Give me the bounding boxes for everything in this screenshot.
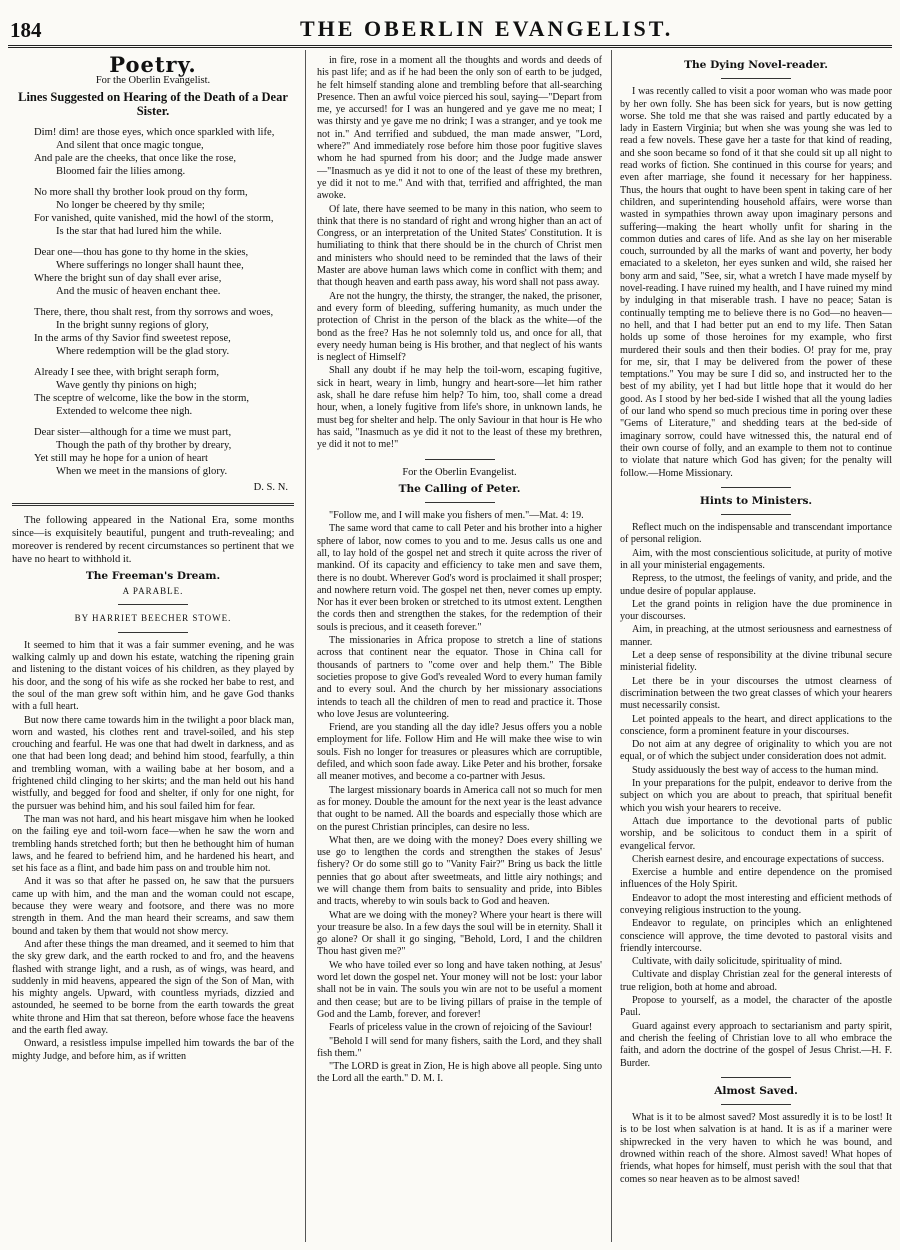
poem-line: Dear one—thou has gone to thy home in the skies, xyxy=(34,246,249,258)
article-title-freemans-dream: The Freeman's Dream. xyxy=(85,569,221,582)
paragraph: Propose to yourself, as a model, the character of the apostle Paul. xyxy=(620,995,892,1019)
paragraph: Do not aim at any degree of originality to which you are not equal, or of which the subject under consideration does not admit. xyxy=(620,739,892,763)
paragraph: Repress, to the utmost, the feelings of vanity, and pride, and the undue desire of popular applause. xyxy=(620,573,892,597)
article-title-almost-saved: Almost Saved. xyxy=(714,1084,798,1097)
short-rule xyxy=(118,632,188,633)
poem-signature: D. S. N. xyxy=(253,481,288,493)
paragraph: What are we doing with the money? Where your heart is there will your treasure be also. In a few days the soul will be in eternity. Shall it go alone? Or shall it go singing, "Behold, Lord, I and the children Thou hast given me?" xyxy=(317,909,602,958)
article-subtitle: A PARABLE. xyxy=(122,586,184,597)
paragraph: Let the grand points in religion have the due prominence in your discourses. xyxy=(620,598,892,623)
poem-line: Is the star that had lured him the while. xyxy=(56,225,222,237)
article-source: For the Oberlin Evangelist. xyxy=(402,466,517,478)
paragraph: Of late, there have seemed to be many in this nation, who seem to think that there is no standard of right and wrong higher than an act of Congress, or an interpretation of the United States' Constitution. It is humiliating to think that there should be in the church of Christ men and ministers who should need to be reminded that the laws of their Master are above human laws which come in conflict with them; and that though heaven and earth pass away, his word shall not pass away. xyxy=(317,203,602,289)
paragraph: Reflect much on the indispensable and transcendant importance of personal religion. xyxy=(620,522,892,546)
paragraph: The missionaries in Africa propose to stretch a line of stations across that continent near the equator. Those in China call for thousands of partners to "come over and help them." The Bible societies propose to give God's revealed Word to every human family and to every soul. And the church by her missionary associations intends to teach all the children of men to read and practice it. Those who love Jesus are volunteering. xyxy=(317,635,602,720)
article-body-hints-to-ministers xyxy=(620,522,892,1070)
poem-stanza xyxy=(34,126,294,178)
article-title-hints-to-ministers: Hints to Ministers. xyxy=(699,494,813,507)
paragraph: The same word that came to call Peter and his brother into a higher sphere of labor, now comes to you and to me. Jesus calls us one and all, to lay hold of the gospel net and strech it quite across the river of mankind. Of its capacity and efficiency to take men and save them, there is no doubt. Wherever God's word is proclaimed it shall prosper; and nowhere return void. The gospel net then, never comes up empty. Nor has it ever been broken or stretched to its utmost extent. Lengthen the cords then and strengthen the stakes, for the redemption of their souls is precious, and it ceaseth forever." xyxy=(317,523,602,633)
poem-body xyxy=(12,126,294,478)
paragraph: Endeavor to adopt the most interesting and efficient methods of conveying religious instruction to the young. xyxy=(620,892,892,916)
article-body-almost-saved xyxy=(620,1112,892,1186)
column-divider-2 xyxy=(611,50,612,1242)
poem-line: Already I see thee, with bright seraph form, xyxy=(34,366,220,378)
poem-stanza xyxy=(34,246,294,298)
poem-stanza xyxy=(34,306,294,358)
paragraph: "The LORD is great in Zion, He is high above all people. Sing unto the Lord all the earth." D. M. I. xyxy=(317,1061,602,1085)
paragraph: Let pointed appeals to the heart, and direct applications to the conscience, form a prominent feature in your discourses. xyxy=(620,713,892,737)
section-rule xyxy=(12,503,294,506)
column-2 xyxy=(317,55,602,1244)
short-rule xyxy=(721,78,791,79)
poem-line: When we meet in the mansions of glory. xyxy=(56,465,228,477)
poem-line: Where sufferings no longer shall haunt thee, xyxy=(56,259,244,271)
column-divider-1 xyxy=(305,50,306,1242)
poem-line: Yet still may he hope for a union of heart xyxy=(34,452,208,464)
poem-line: The sceptre of welcome, like the bow in the storm, xyxy=(34,392,250,404)
paragraph: The largest missionary boards in America call not so much for men as for money. Double the amount for the next year is the least advance that ought to be named. All the boards and especially those which are on the purest Christian principles, can desire no less. xyxy=(317,784,602,833)
article-title-dying-novel-reader: The Dying Novel-reader. xyxy=(684,59,828,71)
paragraph: Friend, are you standing all the day idle? Jesus offers you a noble employment for life. Follow Him and He will make thee wise to win souls. Fish no longer for treasures or pleasures which are corruptible, defiled, and which soon fade away. Like Peter and his brother, forsake all meaner motives, and become a co-partner with Jesus. xyxy=(317,722,602,783)
paragraph: Onward, a resistless impulse impelled him towards the bar of the mighty Judge, and before him, as if written xyxy=(12,1038,294,1062)
poem-line: Where the bright sun of day shall ever arise, xyxy=(34,272,222,284)
poem-line: Where redemption will be the glad story. xyxy=(56,345,230,357)
paragraph: Guard against every approach to sectarianism and party spirit, and cherish the feeling of Christian love to all who embrace the faith, and adorn the doctrine of the gospel of Jesus Christ.—H. F. Burder. xyxy=(620,1020,892,1069)
short-rule xyxy=(721,1104,791,1105)
paragraph: What then, are we doing with the money? Does every shilling we use go to lengthen the cords and strengthen the stakes of Jesus' fishery? Or do some still go to "Vanity Fair?" Bring us back the little pennies that go about after sweetmeats, and little airy nothings; and we will change them from baits to sensuality and pride, into Bibles and tracts, whereby to win souls back to God and heaven. xyxy=(317,834,602,908)
poem-line: Dim! dim! are those eyes, which once sparkled with life, xyxy=(34,126,275,138)
editor-intro: The following appeared in the National Era, some months since—is exquisitely beautiful, pungent and truth-revealing; and moreover is rendered by recent circumstances so pertinent that we have no heart to withhold it. xyxy=(12,514,294,565)
paragraph: Cherish earnest desire, and encourage expectations of success. xyxy=(632,853,884,865)
short-rule xyxy=(425,459,495,460)
poem-line: And pale are the cheeks, that once like the rose, xyxy=(34,152,237,164)
paragraph: Cultivate and display Christian zeal for the general interests of true religion, both at home and abroad. xyxy=(620,969,892,993)
article-byline: BY HARRIET BEECHER STOWE. xyxy=(74,613,232,624)
poem-line: Though the path of thy brother by dreary, xyxy=(56,439,232,451)
paragraph: Cultivate, with daily solicitude, spirituality of mind. xyxy=(632,956,842,968)
paragraph: "Follow me, and I will make you fishers of men."—Mat. 4: 19. xyxy=(329,510,584,522)
article-body-freemans-dream xyxy=(12,640,294,1063)
short-rule xyxy=(721,487,791,488)
paragraph: Attach due importance to the devotional parts of public worship, and be solicitous to conduct them in a spirit of evangelical fervor. xyxy=(620,815,892,852)
poem-line: No longer be cheered by thy smile; xyxy=(56,199,205,211)
poem-stanza xyxy=(34,426,294,478)
column-3 xyxy=(620,55,892,1244)
paragraph: What is it to be almost saved? Most assuredly it is to be lost! It is to be lost when salvation is at hand. It is as if a mariner were shipwrecked in the very haven to which he was bound, and drowned within reach of the shore. Almost saved! What hopes of friends, what hopes for himself, must perish with the soul that that comes so near heaven as to be almost saved! xyxy=(620,1112,892,1185)
paragraph: We who have toiled ever so long and have taken nothing, at Jesus' word let down the gospel net. Your money will not be lost: your labor shall not be in vain. The souls you win are not to be useful a moment and then cease; but are to be living pillars of praise in the temple of God and the Lamb, forever, and forever! xyxy=(317,959,602,1020)
article-body-dying-novel-reader xyxy=(620,86,892,480)
paragraph: Study assiduously the best way of access to the human mind. xyxy=(632,764,879,776)
short-rule xyxy=(425,502,495,503)
paragraph: Fearls of priceless value in the crown of rejoicing of the Saviour! xyxy=(329,1022,593,1034)
article-body-freemans-dream-cont xyxy=(317,55,602,452)
paragraph: Aim, with the most conscientious solicitude, at purity of motive in all your ministerial engagements. xyxy=(620,547,892,571)
article-body-calling-of-peter xyxy=(317,510,602,1086)
paragraph: It seemed to him that it was a fair summer evening, and he was walking calmly up and down his estate, watching the ripening grain and listening to the distant voices of his children, as they played by his door, and the song of his wife as she rocked her babe to rest, and the soul of the man grew soft within him, and he gave God thanks with a full heart. xyxy=(12,639,294,713)
paragraph: And after these things the man dreamed, and it seemed to him that the sky grew dark, and the earth rocked to and fro, and the heavens flashed with strange light, and a rush, as of wings, was heard, and suddenly in mid heavens, appeared the sign of the Son of Man, with his mighty angels. Upward, with countless myriads, dizzied and astounded, he seemed to be borne from the earth towards the great white throne and Him that sat thereon, before whose face the heavens and the earth fled away. xyxy=(12,938,294,1036)
paragraph: Aim, in preaching, at the utmost seriousness and earnestness of manner. xyxy=(620,624,892,648)
poem-line: In the bright sunny regions of glory, xyxy=(56,319,209,331)
poem-line: No more shall thy brother look proud on thy form, xyxy=(34,186,248,198)
short-rule xyxy=(721,514,791,515)
poem-title: Lines Suggested on Hearing of the Death of a Dear Sister. xyxy=(18,89,288,118)
poem-line: In the arms of thy Savior find sweetest repose, xyxy=(34,332,231,344)
paragraph: In your preparations for the pulpit, endeavor to derive from the subject on which you are about to preach, that spiritual benefit which you wish your hearers to receive. xyxy=(620,778,892,814)
paragraph: Exercise a humble and entire dependence on the promised influences of the Holy Spirit. xyxy=(620,867,892,891)
masthead: THE OBERLIN EVANGELIST. xyxy=(300,16,674,41)
paragraph: I was recently called to visit a poor woman who was made poor by her own folly. She has been sick for years, but is now getting worse. She told me that she was raised and partly educated by a lady in Eastern Virginia; but when she was young she was led to read a few novels. These gave her a taste for that kind of reading, and she soon became so fond of it that she could sit up all night to read works of fiction. She continued in this course for years; and even after marriage, she found it necessary for her happiness. Thus, the hours that ought to have been spent in taking care of her children, and superintending household affairs, were worse than wasted in sympathies thrown away upon imaginary persons and suffering—making the heart wholly unfit for sharing in the common duties and cares of life. And as she lay on her miserable couch, surrounded by all the marks of want and poverty, her body emaciated to a skeleton, her eyes sunken and wild, she raised her bony arm and said, "See, sir, what a wretch I have made myself by novel-reading. I have ruined my health, and I have ruined my mind by indulging in that miserable trash. I have no peace; Satan is continually tempting me to believe there is no God—no heaven—no hell, and that I had better put an end to my life. Then Satan holds up some of those heroines for my example, who first murdered their souls and then their bodies. O! pray for me, pray for me, sir, that I may be delivered from the power of these temptations." You may be sure I did so, and instructed her to the best of my ability, yet I had but little hope that it would do her good. As I stood by her bed-side I wished that all the young ladies of our land who spend so much precious time in poring over these "Gems of Literature," and shedding tears at the bed-side of imaginary sorrow, could have witnessed this, the natural end of their own course of folly, and an example to them not to continue to violate that nature which God has given; for the penalty will follow.—Home Missionary. xyxy=(620,86,892,479)
paragraph: Are not the hungry, the thirsty, the stranger, the naked, the prisoner, and every form of bleeding, suffering humanity, as much under the protection of Christ in the person of the black as the white—of the bond as the free? Has he not solemnly told us, and once for all, that every needy human being is His brother, and that neglect of his wants is neglect of Himself? xyxy=(317,290,602,364)
poem-line: Extended to welcome thee nigh. xyxy=(56,405,193,417)
paragraph: Let a deep sense of responsibility at the divine tribunal secure ministerial fidelity. xyxy=(620,650,892,674)
poem-line: For vanished, quite vanished, mid the howl of the storm, xyxy=(34,212,274,224)
poem-stanza xyxy=(34,366,294,418)
page-header xyxy=(0,0,900,46)
paragraph: "Behold I will send for many fishers, saith the Lord, and they shall fish them." xyxy=(317,1035,602,1059)
paragraph: But now there came towards him in the twilight a poor black man, worn and wasted, his clothes rent and travel-soiled, and his step crouching and fearful. He was one that had dwelt in darkness, and as one that had been long dead; and behind him stood, fearfully, a thin and trembling woman, with a wailing babe at her bosom, and a frightened child clinging to her skirts; and the man held out his hand wistfully, and begged for food and shelter, if only for one night, for the pursuer was behind him, and his soul failed him for fear. xyxy=(12,714,294,812)
header-rule xyxy=(8,45,892,48)
paragraph: in fire, rose in a moment all the thoughts and words and deeds of his past life; and as if he had been the only son of earth to be judged, he felt himself standing alone and trembling before that all-searching Presence. Then an awful voice pierced his soul, saying—"Depart from me, ye accursed! for I was an hungered and ye gave me no meat; I was thirsty and ye gave me no drink; I was a stranger, and ye took me not in." And terrified and subdued, the man made answer, "Lord, where?" And immediately rose before him those poor fugitive slaves whom he had spurned from his door; and the Judge made answer—"Inasmuch as ye did it not to one of the least of these my brethren, ye did it not to me." And with that, terrified and affrighted, the man awoke. xyxy=(317,55,602,202)
paragraph: Let there be in your discourses the utmost clearness of discrimination between the two great classes of which your hearers must necessarily consist. xyxy=(620,675,892,712)
column-1 xyxy=(12,55,294,1244)
poem-line: Bloomed fair the lilies among. xyxy=(56,165,186,177)
poem-stanza xyxy=(34,186,294,238)
page-number: 184 xyxy=(10,18,42,42)
poem-line: There, there, thou shalt rest, from thy sorrows and woes, xyxy=(34,306,274,318)
section-title-poetry: Poetry. xyxy=(109,55,197,77)
poem-line: Dear sister—although for a time we must part, xyxy=(34,426,232,438)
paragraph: Shall any doubt if he may help the toil-worn, escaping fugitive, sick in heart, weary in limb, hungry and heart-sore—let him rather ask, shall he dare refuse him help? To him, too, shall come a dread hour, when, a lonely fugitive from life's shore, in unknown lands, he must beg for shelter and help. The only Saviour in that hour is He who has said, "Inasmuch as ye did it not to the least of these my brethren, ye did it not to me!" xyxy=(317,365,602,451)
poem-line: And silent that once magic tongue, xyxy=(56,139,204,151)
poem-line: Wave gently thy pinions on high; xyxy=(56,379,197,391)
paragraph: Endeavor to regulate, on principles which an enlightened conscience will approve, the time devoted to pastoral visits and friendly intercourse. xyxy=(620,918,892,954)
paragraph: And it was so that after he passed on, he saw that the pursuers came up with him, and the man and the woman could not escape, because they were weary and footsore, and there was no more strength in them. And the man heard their screams, and saw them bound and taken by them that would not show mercy. xyxy=(12,876,294,937)
short-rule xyxy=(118,604,188,605)
short-rule xyxy=(721,1077,791,1078)
poem-source: For the Oberlin Evangelist. xyxy=(95,75,211,87)
paragraph: The man was not hard, and his heart misgave him when he looked on the failing eye and toil-worn face—when he saw the worn and trembling hands stretched forth; but then he bethought him of human laws, and he feared to befriend him, and he hardened his heart, and set his face as a flint, and bade him pass on and trouble him not. xyxy=(12,813,294,875)
poem-line: And the music of heaven enchant thee. xyxy=(56,285,221,297)
article-title-calling-of-peter: The Calling of Peter. xyxy=(398,482,521,495)
